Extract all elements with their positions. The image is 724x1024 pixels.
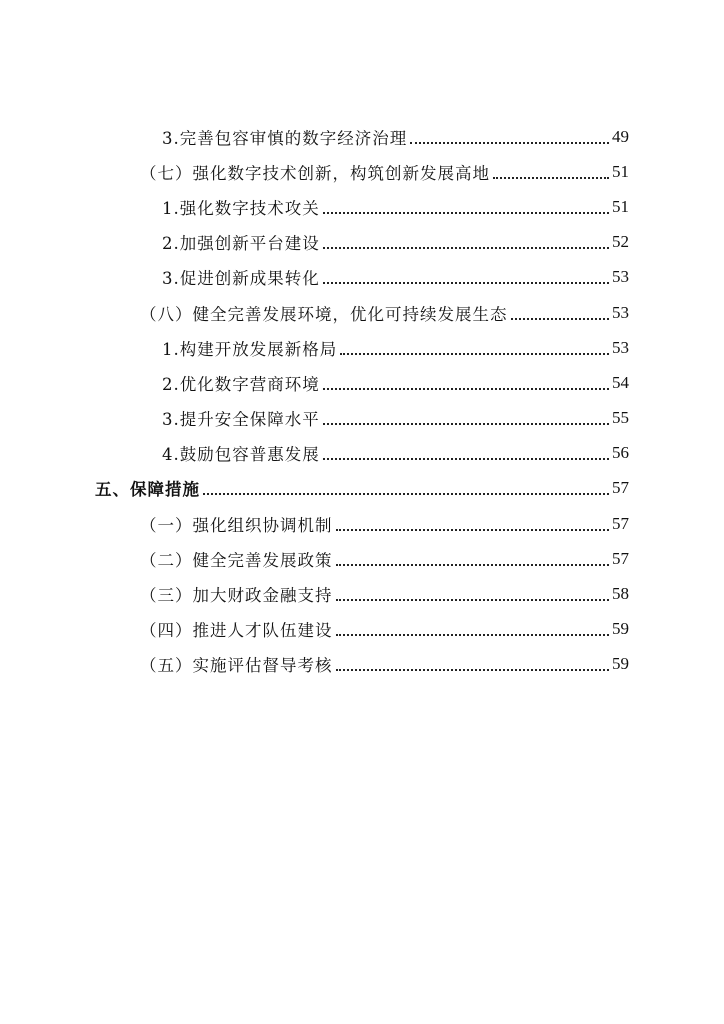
toc-entry-title: 3.提升安全保障水平: [162, 410, 320, 430]
toc-entry-title: （二）健全完善发展政策: [140, 550, 333, 570]
toc-leader-dots: [336, 599, 610, 601]
toc-leader-dots: [511, 318, 610, 320]
toc-entry-title: （四）推进人才队伍建设: [140, 621, 333, 641]
toc-leader-dots: [323, 458, 609, 460]
toc-entry-title: （三）加大财政金融支持: [140, 586, 333, 606]
toc-leader-dots: [340, 353, 609, 355]
toc-entry-title: （八）健全完善发展环境，优化可持续发展生态: [140, 304, 508, 324]
toc-entry[interactable]: [0, 189, 724, 224]
toc-leader-dots: [203, 493, 609, 495]
toc-entry[interactable]: [0, 647, 724, 682]
toc-entry-title: 3.促进创新成果转化: [162, 269, 320, 289]
toc-entry-title: （七）强化数字技术创新，构筑创新发展高地: [140, 163, 490, 183]
toc-leader-dots: [323, 423, 609, 425]
toc-entry[interactable]: [0, 612, 724, 647]
toc-leader-dots: [493, 177, 609, 179]
toc-entry-title: （一）强化组织协调机制: [140, 515, 333, 535]
toc-leader-dots: [336, 564, 610, 566]
toc-page-number: 59: [612, 619, 629, 639]
toc-entry-title: 3.完善包容审慎的数字经济治理: [162, 128, 408, 148]
toc-entry[interactable]: [0, 471, 724, 506]
toc-page-number: 51: [612, 161, 629, 181]
toc-entry[interactable]: [0, 541, 724, 576]
toc-page-number: 57: [612, 548, 629, 568]
toc-leader-dots: [323, 212, 609, 214]
toc-page-number: 53: [612, 302, 629, 322]
toc-entry-title: 2.优化数字营商环境: [162, 374, 320, 394]
toc-entry[interactable]: [0, 506, 724, 541]
toc-entry-title: 1.构建开放发展新格局: [162, 339, 338, 359]
toc-page-number: 57: [612, 513, 629, 533]
toc-entry-title: 2.加强创新平台建设: [162, 234, 320, 254]
toc-entry-title: 1.强化数字技术攻关: [162, 198, 320, 218]
toc-leader-dots: [323, 388, 609, 390]
toc-page-number: 53: [612, 267, 629, 287]
toc-entry[interactable]: [0, 260, 724, 295]
toc-entry-title: （五）实施评估督导考核: [140, 656, 333, 676]
toc-page-number: 56: [612, 443, 629, 463]
toc-entry[interactable]: [0, 119, 724, 154]
toc-page-number: 52: [612, 232, 629, 252]
toc-entry[interactable]: [0, 576, 724, 611]
toc-leader-dots: [336, 634, 610, 636]
toc-page-number: 57: [612, 478, 629, 498]
toc-page-number: 55: [612, 408, 629, 428]
table-of-contents: [0, 119, 724, 682]
toc-page-number: 59: [612, 654, 629, 674]
toc-leader-dots: [410, 142, 609, 144]
toc-entry[interactable]: [0, 225, 724, 260]
toc-entry[interactable]: [0, 401, 724, 436]
toc-page-number: 49: [612, 126, 629, 146]
toc-entry[interactable]: [0, 365, 724, 400]
toc-leader-dots: [323, 282, 609, 284]
toc-entry-title: 4.鼓励包容普惠发展: [162, 445, 320, 465]
toc-page-number: 58: [612, 584, 629, 604]
toc-page-number: 54: [612, 372, 629, 392]
toc-page-number: 51: [612, 196, 629, 216]
toc-entry[interactable]: [0, 330, 724, 365]
toc-page-number: 53: [612, 337, 629, 357]
toc-leader-dots: [336, 669, 610, 671]
toc-entry[interactable]: [0, 295, 724, 330]
toc-entry-title: 五、保障措施: [95, 480, 200, 500]
toc-leader-dots: [336, 529, 610, 531]
toc-leader-dots: [323, 247, 609, 249]
toc-entry[interactable]: [0, 436, 724, 471]
toc-entry[interactable]: [0, 154, 724, 189]
